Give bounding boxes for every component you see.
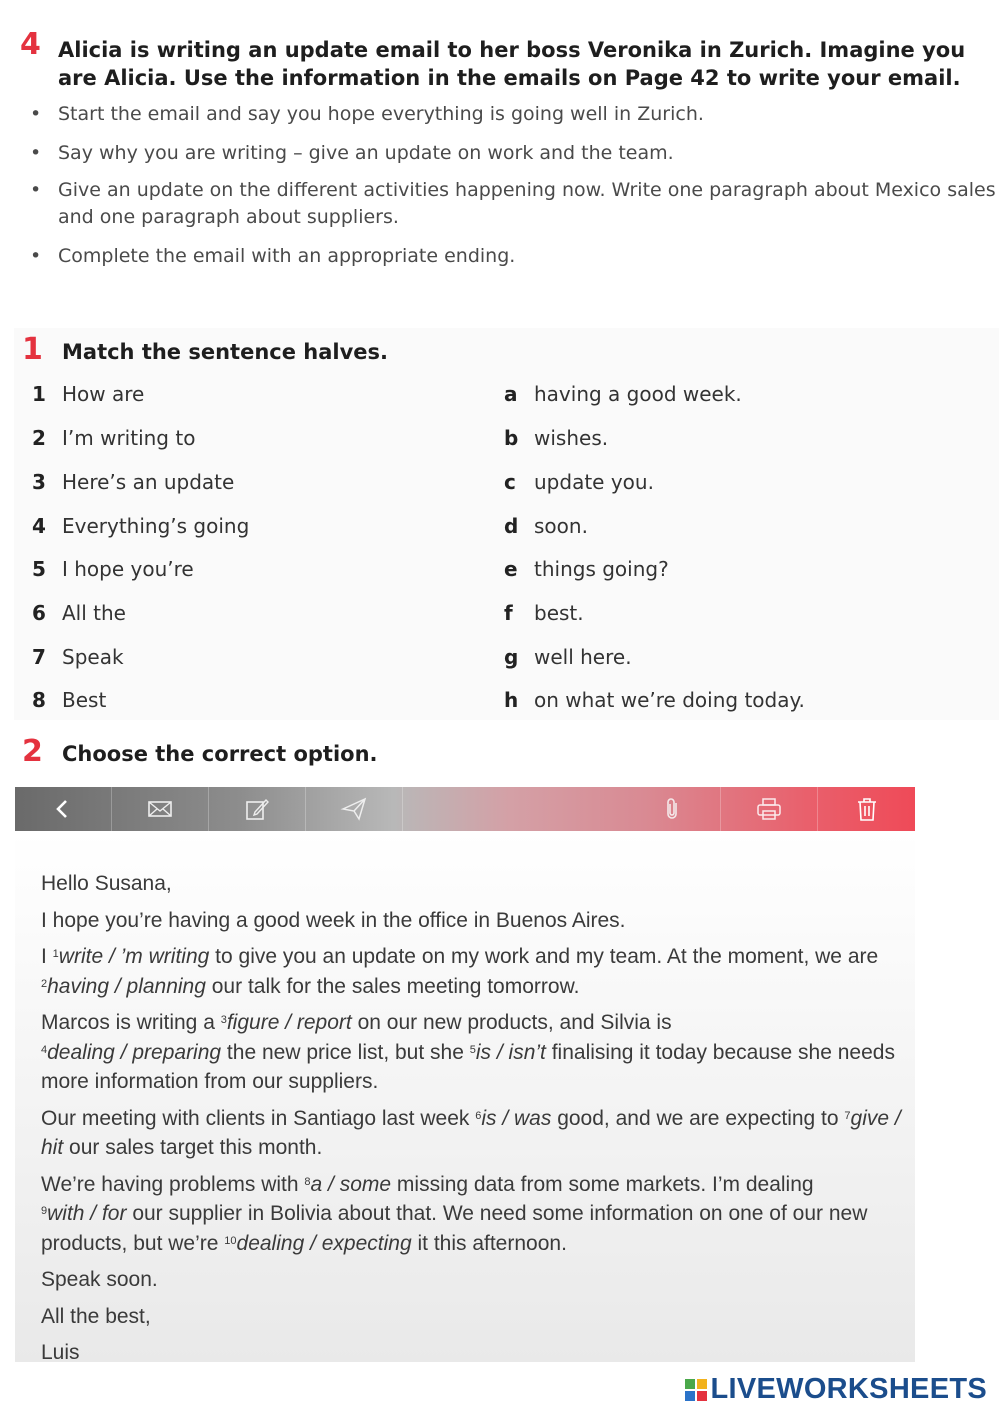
email-body	[41, 869, 911, 1375]
left-number: 2	[32, 426, 46, 450]
liveworksheets-logo[interactable]	[685, 1373, 988, 1406]
text: our talk for the sales meeting tomorrow.	[205, 974, 580, 998]
option-choice[interactable]: dealing / expecting	[236, 1231, 412, 1255]
right-letter: e	[504, 557, 518, 581]
left-half: I hope you’re	[62, 557, 194, 581]
left-number: 6	[32, 601, 46, 625]
mail-button[interactable]	[112, 787, 209, 831]
right-letter: d	[504, 514, 519, 538]
gap-number: 8	[304, 1175, 311, 1188]
bullet-dot: •	[30, 179, 42, 201]
email-paragraph	[41, 1008, 911, 1097]
right-letter: h	[504, 688, 519, 712]
trash-button[interactable]	[818, 787, 915, 831]
text: it this afternoon.	[411, 1231, 567, 1255]
print-button[interactable]	[721, 787, 818, 831]
text: We’re having problems with	[41, 1172, 305, 1196]
text: Our meeting with clients in Santiago last week	[41, 1106, 476, 1130]
text: to give you an update on my work and my team. At the moment, we are	[209, 945, 879, 968]
send-icon	[340, 795, 368, 823]
mail-icon	[146, 795, 174, 823]
option-choice[interactable]: a / some	[310, 1172, 392, 1196]
bullet-dot: •	[30, 245, 42, 267]
right-letter: a	[504, 382, 518, 406]
bullet-dot: •	[30, 103, 42, 125]
email-closing: All the best,	[41, 1304, 151, 1328]
left-half: How are	[62, 382, 145, 406]
bullet-text: Start the email and say you hope everything is going well in Zurich.	[58, 103, 704, 125]
logo-text: LIVEWORKSHEETS	[710, 1373, 987, 1405]
email-greeting: Hello Susana,	[41, 872, 172, 895]
trash-icon	[853, 795, 881, 823]
exercise-2-title: Choose the correct option.	[62, 742, 378, 766]
email-toolbar	[15, 787, 915, 831]
gap-number: 1	[52, 948, 59, 960]
bullet-text: Give an update on the different activities happening now. Write one paragraph about Mexico sales and one paragraph about suppliers.	[58, 179, 996, 228]
gap-number: 2	[41, 977, 48, 990]
email-paragraph	[41, 1170, 911, 1259]
toolbar-spacer	[403, 787, 624, 831]
right-letter: f	[504, 601, 513, 625]
left-number: 5	[32, 557, 46, 581]
left-half: Best	[62, 688, 107, 712]
exercise-4-instructions: Alicia is writing an update email to her boss Veronika in Zurich. Imagine you are Alicia. Use the information in the emails on Page 42 to write your email.	[58, 38, 966, 90]
gap-number: 4	[41, 1043, 48, 1056]
gap-number: 10	[224, 1234, 237, 1247]
option-choice[interactable]: is / isn’t	[475, 1040, 546, 1064]
exercise-4-number: 4	[20, 27, 41, 62]
text: finalising it today because she needs more information from our suppliers.	[41, 1040, 895, 1093]
attachment-button[interactable]	[624, 787, 721, 831]
print-icon	[755, 795, 783, 823]
email-closing: Speak soon.	[41, 1268, 158, 1291]
option-choice[interactable]: figure / report	[226, 1011, 352, 1034]
bullet-text: Say why you are writing – give an update on work and the team.	[58, 142, 674, 164]
right-half: wishes.	[534, 426, 609, 450]
right-half: well here.	[534, 645, 632, 669]
bullet-dot: •	[30, 142, 42, 164]
left-number: 8	[32, 688, 46, 712]
right-half: soon.	[534, 514, 588, 538]
exercise-2-number: 2	[22, 734, 43, 769]
option-choice[interactable]: write / ’m writing	[58, 945, 210, 968]
text: Marcos is writing a	[41, 1011, 221, 1034]
right-half: things going?	[534, 557, 669, 581]
gap-number: 9	[41, 1205, 48, 1217]
back-icon	[49, 795, 77, 823]
option-choice[interactable]: dealing / preparing	[47, 1040, 222, 1064]
option-choice[interactable]: with / for	[47, 1202, 127, 1225]
bullet-text: Complete the email with an appropriate ending.	[58, 245, 516, 267]
text: good, and we are expecting to	[551, 1106, 845, 1130]
text: our supplier in Bolivia about that. We need some information on one of our new products, but we’re	[41, 1202, 868, 1255]
left-half: Everything’s going	[62, 514, 250, 538]
logo-mark-icon	[685, 1379, 707, 1401]
email-paragraph	[41, 1104, 911, 1163]
email-signature: Luis	[41, 1341, 80, 1364]
left-number: 1	[32, 382, 46, 406]
back-button[interactable]	[15, 787, 112, 831]
left-half: Speak	[62, 645, 124, 669]
text: on our new products, and Silvia is	[351, 1011, 672, 1034]
text: our sales target this month.	[63, 1136, 323, 1159]
left-half: All the	[62, 601, 126, 625]
gap-number: 5	[469, 1043, 476, 1056]
right-half: best.	[534, 601, 584, 625]
gap-number: 6	[475, 1109, 482, 1122]
email-paragraph	[41, 942, 911, 1001]
send-button[interactable]	[306, 787, 403, 831]
compose-button[interactable]	[209, 787, 306, 831]
option-choice[interactable]: is / was	[481, 1106, 552, 1130]
text: missing data from some markets. I’m dealing	[391, 1172, 814, 1196]
email-message	[15, 831, 915, 1362]
exercise-1-title: Match the sentence halves.	[62, 340, 389, 364]
left-number: 4	[32, 514, 46, 538]
attachment-icon	[658, 795, 686, 823]
gap-number: 7	[844, 1109, 851, 1122]
right-half: having a good week.	[534, 382, 742, 406]
email-line: I hope you’re having a good week in the office in Buenos Aires.	[41, 908, 626, 932]
option-choice[interactable]: having / planning	[47, 974, 206, 998]
right-letter: g	[504, 645, 519, 669]
right-letter: b	[504, 426, 519, 450]
text: the new price list, but she	[221, 1040, 470, 1064]
left-number: 7	[32, 645, 46, 669]
option-choice[interactable]: give / hit	[41, 1106, 901, 1159]
text: I	[41, 945, 53, 968]
left-half: I’m writing to	[62, 426, 196, 450]
gap-number: 3	[220, 1014, 227, 1026]
left-half: Here’s an update	[62, 470, 235, 494]
exercise-1-number: 1	[22, 332, 43, 367]
right-letter: c	[504, 470, 516, 494]
right-half: update you.	[534, 470, 654, 494]
right-half: on what we’re doing today.	[534, 688, 805, 712]
left-number: 3	[32, 470, 46, 494]
compose-icon	[243, 795, 271, 823]
